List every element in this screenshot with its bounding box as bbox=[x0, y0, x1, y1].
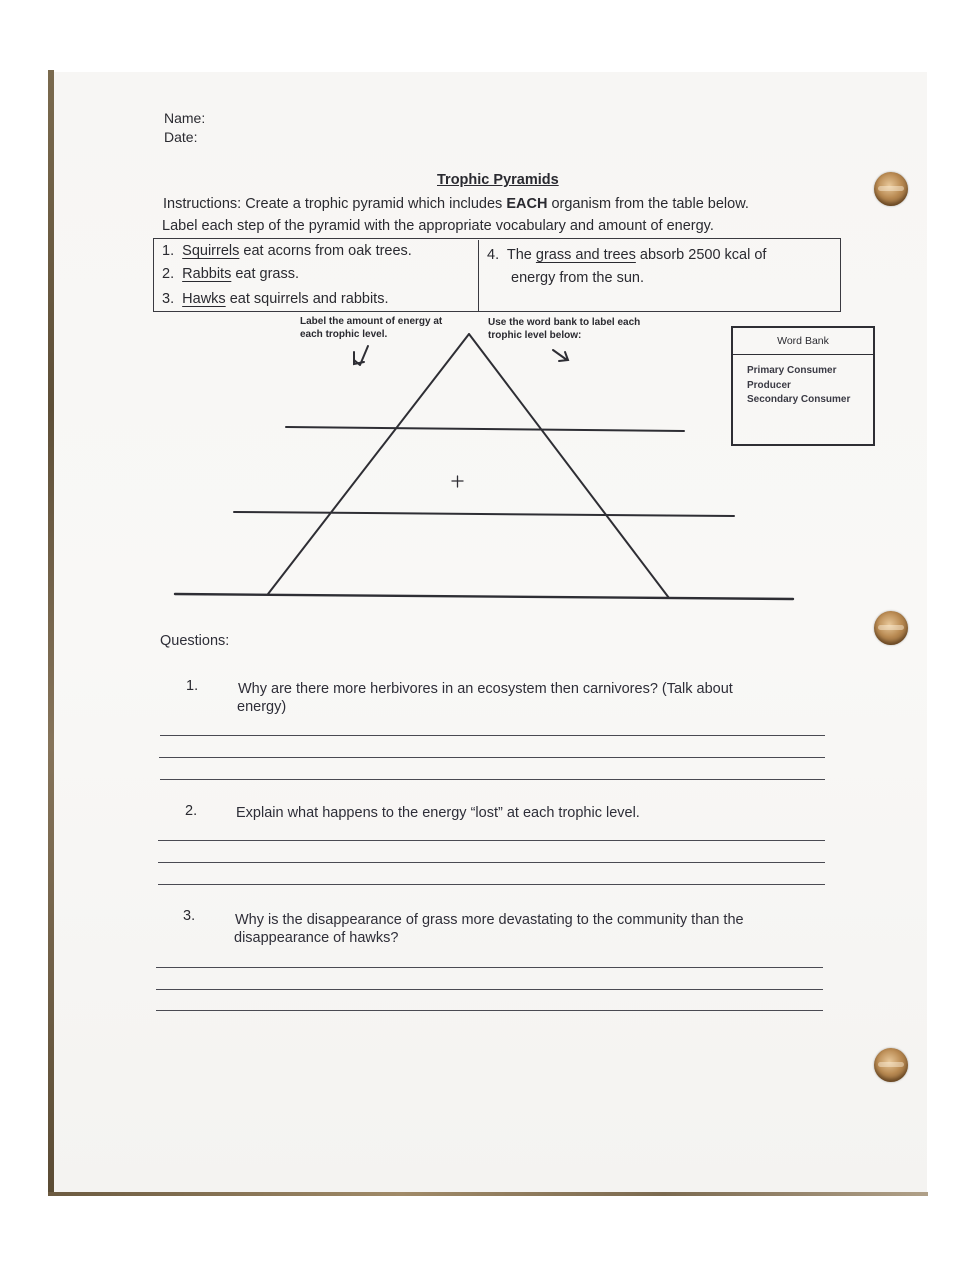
instructions-line-2: Label each step of the pyramid with the appropriate vocabulary and amount of energy. bbox=[162, 218, 714, 234]
answer-line-1a[interactable] bbox=[160, 735, 825, 736]
questions-heading: Questions: bbox=[160, 633, 230, 649]
answer-line-3c[interactable] bbox=[156, 1010, 823, 1011]
word-bank-arrow bbox=[553, 350, 568, 361]
word-bank-note: Use the word bank to label each trophic level below: bbox=[488, 317, 641, 341]
question-3-line-2: disappearance of hawks? bbox=[234, 930, 399, 946]
question-3-number: 3. bbox=[183, 908, 196, 924]
question-1-number: 1. bbox=[186, 678, 199, 694]
table-row-3: 3. Hawks eat squirrels and rabbits. bbox=[162, 291, 389, 307]
answer-line-2a[interactable] bbox=[158, 840, 825, 841]
pyramid-left-side bbox=[268, 334, 469, 594]
answer-line-3a[interactable] bbox=[156, 967, 823, 968]
table-row-4-line-1: 4. The grass and trees absorb 2500 kcal of bbox=[487, 247, 767, 263]
question-1-line-1: Why are there more herbivores in an ecosystem then carnivores? (Talk about bbox=[238, 681, 733, 697]
instructions-emphasis: EACH bbox=[506, 196, 548, 212]
question-3-line-1: Why is the disappearance of grass more devastating to the community than the bbox=[235, 912, 744, 928]
word-bank-item: Primary Consumer bbox=[747, 365, 837, 376]
question-2-line-1: Explain what happens to the energy “lost” at each trophic level. bbox=[236, 805, 640, 821]
answer-line-2c[interactable] bbox=[158, 884, 825, 885]
table-row-4-line-2: energy from the sun. bbox=[511, 270, 644, 286]
answer-line-3b[interactable] bbox=[156, 989, 823, 990]
pyramid-right-side bbox=[469, 334, 669, 598]
table-row-1: 1. Squirrels eat acorns from oak trees. bbox=[162, 243, 412, 259]
answer-line-2b[interactable] bbox=[158, 862, 825, 863]
energy-note: Label the amount of energy at each trophic level. bbox=[300, 316, 443, 340]
energy-arrow bbox=[354, 346, 368, 365]
word-bank-item: Secondary Consumer bbox=[747, 394, 851, 405]
answer-line-1c[interactable] bbox=[160, 779, 825, 780]
word-bank-item: Producer bbox=[747, 379, 791, 391]
center-mark bbox=[452, 476, 463, 487]
pyramid-top-divider bbox=[286, 427, 684, 431]
answer-line-1b[interactable] bbox=[159, 757, 825, 758]
pyramid-middle-divider bbox=[234, 512, 734, 516]
pyramid-base-line bbox=[175, 594, 793, 599]
question-2-number: 2. bbox=[185, 803, 198, 819]
word-bank-title: Word Bank bbox=[733, 328, 873, 355]
word-bank-list bbox=[747, 364, 850, 408]
instructions-line-1: Instructions: Create a trophic pyramid which includes EACH organism from the table below. bbox=[163, 196, 749, 212]
name-label: Name: bbox=[164, 110, 206, 126]
date-label: Date: bbox=[164, 129, 198, 145]
table-row-2: 2. Rabbits eat grass. bbox=[162, 266, 300, 282]
word-bank-box bbox=[731, 326, 875, 446]
question-1-line-2: energy) bbox=[237, 699, 287, 715]
page-title: Trophic Pyramids bbox=[437, 172, 559, 188]
